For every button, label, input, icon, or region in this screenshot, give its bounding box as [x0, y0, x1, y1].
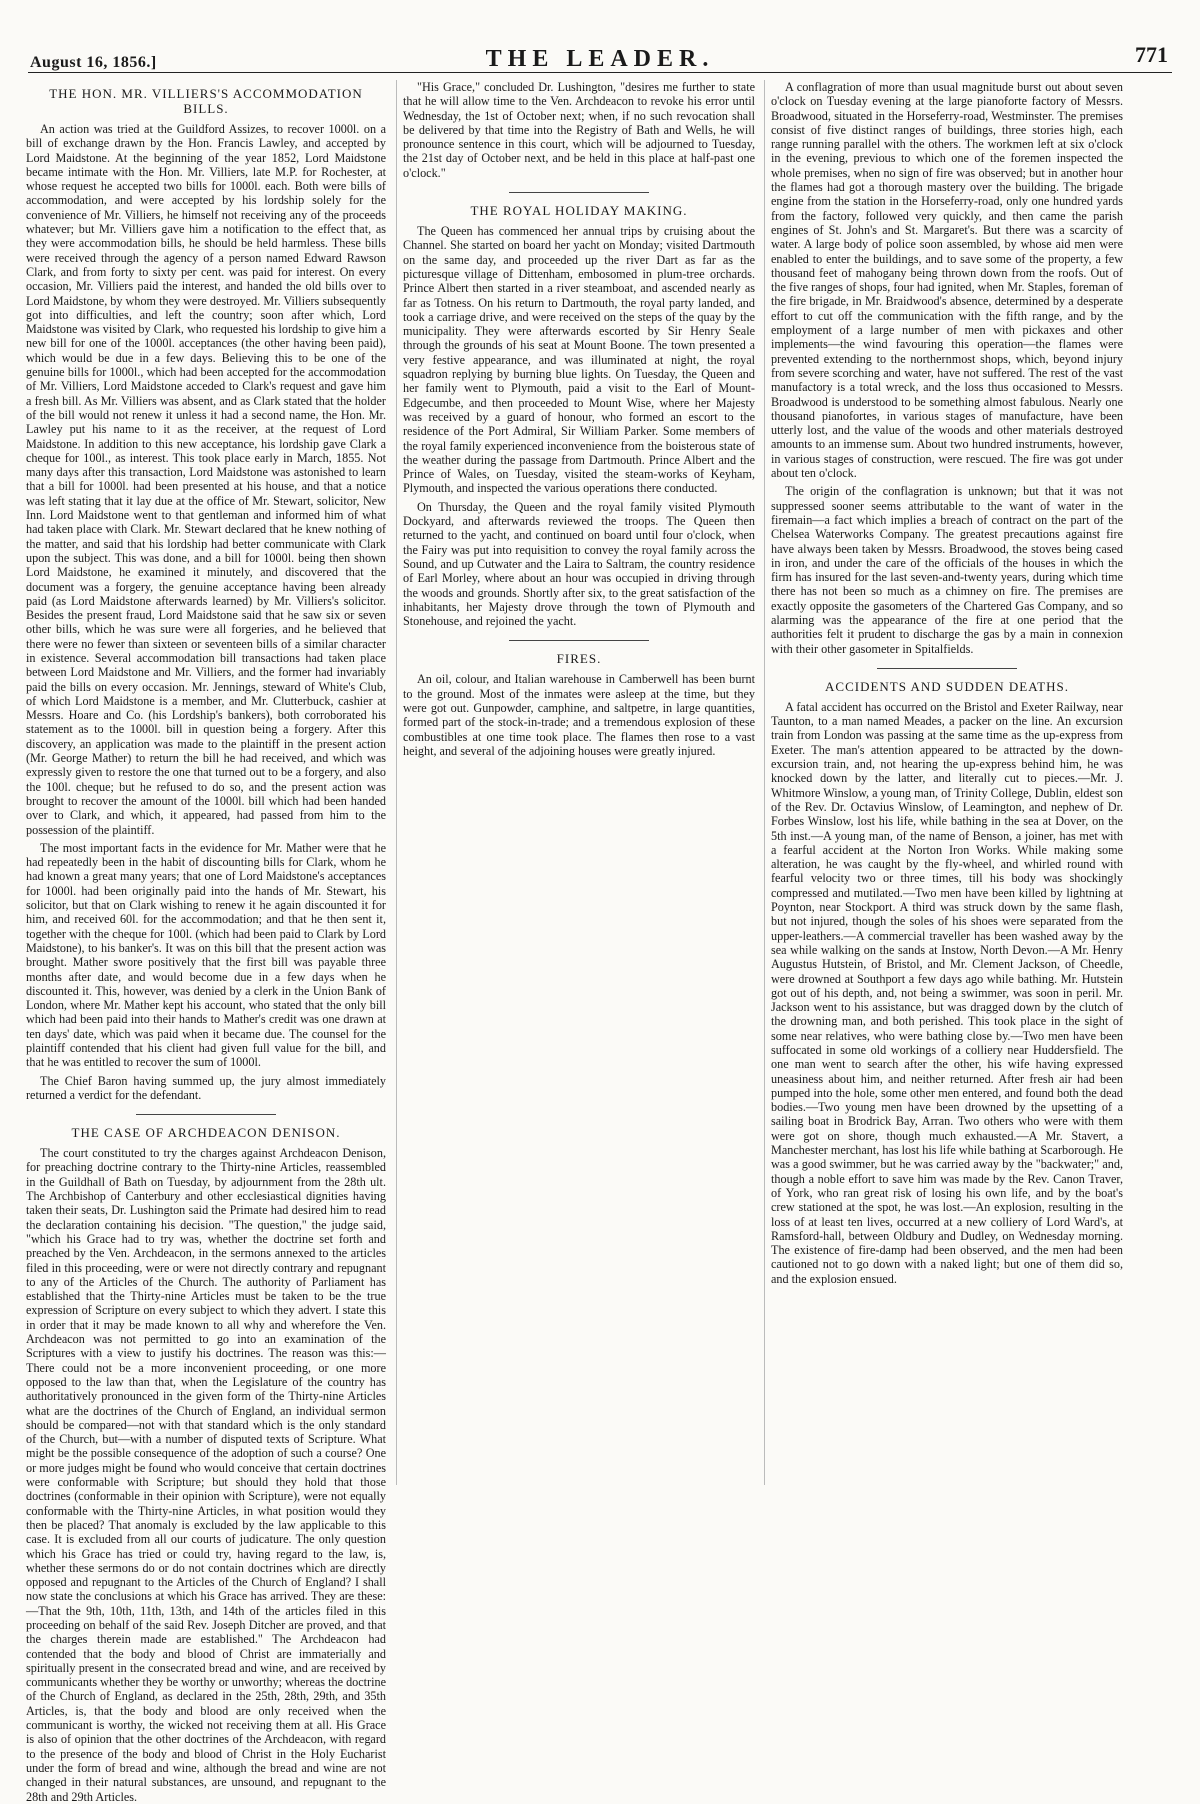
article-paragraph: "His Grace," concluded Dr. Lushington, "desires me further to state that he will allow time to the Ven. Archdeacon to revoke his error until Wednesday, the 1st of October next; when, if no such revocation shall be delivered by that time into the Registry of Bath and Wells, he will pronounce sentence in this court, which will be adjourned to Tuesday, the 21st day of October next, and be held in this place at half-past one o'clock." [403, 80, 755, 180]
section-divider [509, 640, 649, 641]
article-paragraph: The Queen has commenced her annual trips by cruising about the Channel. She started on board her yacht on Monday; visited Dartmouth on the same day, and proceeded up the river Dart as far as the picturesque village of Dittenham, embosomed in plum-tree orchards. Prince Albert then started in a river steamboat, and ascended nearly as far as Totness. On his return to Dartmouth, the royal party landed, and took a carriage drive, and were received on the steps of the quay by the municipality. They were afterwards escorted by Sir Henry Seale through the grounds of his seat at Mount Boone. The town presented a very festive appearance, and was illuminated at night, the royal squadron replying by burning blue lights. On Tuesday, the Queen and her family went to Plymouth, paid a visit to the Earl of Mount-Edgecumbe, and then proceeded to Mount Wise, where her Majesty was received by a guard of honour, who formed an escort to the residence of the Port Admiral, Sir William Parker. Some members of the royal family experienced inconvenience from the boisterous state of the weather during the passage from Dartmouth. Prince Albert and the Prince of Wales, on Tuesday, visited the steam-works of Keyham, Plymouth, and inspected the various operations there conducted. [403, 224, 755, 496]
article-paragraph: An action was tried at the Guildford Assizes, to recover 1000l. on a bill of exchange drawn by the Hon. Francis Lawley, and accepted by Lord Maidstone. At the beginning of the year 1852, Lord Maidstone became intimate with the Hon. Mr. Villiers, late M.P. for Rochester, at whose request he accepted two bills for 1000l. each. Both were bills of accommodation, and were accepted by his lordship solely for the convenience of Mr. Villiers, he himself not receiving any of the proceeds whatever; but Mr. Villiers gave him a notification to the effect that, as they were accommodation bills, he should be held harmless. These bills were received through the agency of a person named Edward Rawson Clark, and from forty to sixty per cent. was paid for interest. On every occasion, Mr. Villiers paid the interest, and handed the old bills over to Lord Maidstone, by whom they were destroyed. Mr. Villiers subsequently got into difficulties, and left the country; soon after which, Lord Maidstone was visited by Clark, who requested his lordship to give him a new bill for one of the 1000l. acceptances (the other having been paid), which would be due in a few days. Believing this to be one of the genuine bills for 1000l., which had been accepted for the accommodation of Mr. Villiers, Lord Maidstone acceded to Clark's request and gave him a fresh bill. As Mr. Villiers was absent, and as Clark stated that the holder of the bill would not renew it unless it had a second name, the Hon. Mr. Lawley put his name to it as the receiver, at the request of Lord Maidstone. In addition to this new acceptance, his lordship gave Clark a cheque for 100l., as interest. This took place early in March, 1855. Not many days after this transaction, Lord Maidstone was astonished to learn that a bill for 1000l. had been presented at his house, and that a notice was left stating that it lay due at the office of Mr. Stewart, solicitor, New Inn. Lord Maidstone went to that gentleman and informed him of what had taken place with Clark. Mr. Stewart declared that he knew nothing of the matter, and said that his lordship had better communicate with Clark upon the subject. This was done, and a bill for 1000l. being then shown Lord Maidstone, he examined it minutely, and discovered that the document was a forgery, the genuine acceptance having been already paid (as Lord Maidstone afterwards learned) by Mr. Villiers's solicitor. Besides the present fraud, Lord Maidstone said that he saw six or seven other bills, which he was sure were all forgeries, and he believed that there were no fewer than sixteen or seventeen bills of a similar character in existence. Several accommodation bill transactions had taken place between Lord Maidstone and Mr. Villiers, and the former had invariably paid the bills on every occasion. Mr. Jennings, steward of White's Club, of which Lord Maidstone is a member, and Mr. Clutterbuck, cashier at Messrs. Hoare and Co. (his Lordship's bankers), both corroborated his statement as to the 1000l. bill in question being a forgery. After this discovery, an application was made to the plaintiff in the present action (Mr. George Mather) to return the bill he had received, and which was expressly given to restore the one that turned out to be a forgery, and also the 100l. cheque; but he refused to do so, and the present action was brought to recover the amount of the 1000l. bill which had been handed over to Clark, and which, it appeared, had passed from him to the possession of the plaintiff. [26, 122, 386, 837]
article-paragraph: The origin of the conflagration is unknown; but that it was not suppressed sooner seems attributable to the want of water in the firemain—a fact which implies a breach of contract on the part of the Chelsea Waterworks Company. The greatest precautions against fire have always been taken by Messrs. Broadwood, the stoves being cased in iron, and under the care of the officials of the houses in which the firm has insured for the last seven-and-twenty years, during which time there has not been so much as a chimney on fire. The premises are exactly opposite the gasometers of the Chartered Gas Company, and so alarming was the appearance of the fire at one period that the authorities felt it prudent to discharge the gas by a main in connexion with their other gasometer in Spitalfields. [771, 484, 1123, 656]
page-number: 771 [1135, 42, 1168, 67]
newspaper-title: THE LEADER. [485, 46, 715, 72]
article-title: THE CASE OF ARCHDEACON DENISON. [71, 1125, 341, 1141]
article-paragraph: A fatal accident has occurred on the Bristol and Exeter Railway, near Taunton, to a man named Meades, a packer on the line. An excursion train from London was passing at the same time as the up-express from Exeter. The man's attention appeared to be attracted by the down-excursion train, and, not hearing the up-express behind him, he was knocked down by the latter, and literally cut to pieces.—Mr. J. Whitmore Winslow, a young man, of Trinity College, Dublin, eldest son of the Rev. Dr. Octavius Winslow, of Leamington, and nephew of Dr. Forbes Winslow, lost his life, while bathing in the sea at Dover, on the 5th inst.—A young man, of the name of Benson, a joiner, has met with a fearful accident at the Norton Iron Works. While making some alteration, he was caught by the fly-wheel, and whirled round with fearful velocity two or three times, till his body was shockingly compressed and mutilated.—Two men have been killed by lightning at Poynton, near Stockport. A third was struck down by the same flash, but not injured, though the soles of his shoes were separated from the upper-leathers.—A commercial traveller has been washed away by the sea while walking on the sands at Instow, North Devon.—A Mr. Henry Augustus Hutstein, of Bristol, and Mr. Clement Jackson, of Cheedle, were drowned at Southport a few days ago while bathing. Mr. Hutstein got out of his depth, and, not being a swimmer, was soon in peril. Mr. Jackson went to his assistance, but was dragged down by the clutch of the drowning man, and both perished. This took place in the sight of some near relatives, who were bathing close by.—Two men have been suffocated in some old workings of a colliery near Huddersfield. The one man went to search after the other, his wife having expressed uneasiness about him, and neither returned. After fresh air had been pumped into the hole, some other men entered, and found both the dead bodies.—Two young men have been drowned by the upsetting of a sailing boat in Brodrick Bay, Arran. Two others who were with them were got on shore, though much exhausted.—A Mr. Stavert, a Manchester merchant, has lost his life while bathing at Scarborough. He was a good swimmer, but he was carried away by the "backwater;" and, though a noble effort to save him was made by the Rev. Canon Traver, of York, who ran great risk of losing his own life, and by the boat's crew stationed at the spot, he was lost.—An explosion, resulting in the loss of at least ten lives, occurred at a new colliery of Lord Ward's, at Ramsford-hall, between Oldbury and Dudley, on Wednesday morning. The existence of fire-damp had been observed, and the men had been cautioned not to go down with a naked light; but one of them did so, and the explosion ensued. [771, 699, 1123, 1286]
article-paragraph: The most important facts in the evidence for Mr. Mather were that he had repeatedly been in the habit of discounting bills for Clark, whom he had known a great many years; that one of Lord Maidstone's acceptances for 1000l. had been originally paid into the hands of Mr. Stewart, his solicitor, but that on Clark wishing to renew it he again discounted it for him, and received 60l. for the accommodation; and that he then sent it, together with the cheque for 100l. (which had been paid to Clark by Lord Maidstone), to his banker's. It was on this bill that the present action was brought. Mather swore positively that the first bill was payable three months after date, and would become due in a few days when he discounted it. This, however, was denied by a clerk in the Union Bank of London, where Mr. Mather kept his account, who stated that the only bill which had been paid into their hands to Mather's credit was one drawn at ten days' date, which was paid when it became due. The counsel for the plaintiff contended that his client had given full value for the bill, and that he was entitled to recover the sum of 1000l. [26, 840, 386, 1070]
article-title: ACCIDENTS AND SUDDEN DEATHS. [825, 678, 1069, 694]
article-paragraph: An oil, colour, and Italian warehouse in Camberwell has been burnt to the ground. Most of the inmates were asleep at the time, but they were got out. Gunpowder, camphine, and saltpetre, in large quantities, formed part of the stock-in-trade; and a tremendous explosion of these combustibles at one time took place. The flames then rose to a vast height, and several of the adjoining houses were greatly injured. [403, 672, 755, 758]
article-paragraph: On Thursday, the Queen and the royal family visited Plymouth Dockyard, and afterwards reviewed the troops. The Queen then returned to the yacht, and continued on board until four o'clock, when the Fairy was put into requisition to convey the royal family across the Sound, and up Cutwater and the Laira to Saltram, the country residence of Earl Morley, where about an hour was occupied in driving through the woods and grounds. Shortly after six, to the great satisfaction of the inhabitants, her Majesty drove through the town of Plymouth and Stonehouse, and rejoined the yacht. [403, 499, 755, 629]
issue-date: August 16, 1856.] [30, 54, 157, 71]
article-paragraph: A conflagration of more than usual magnitude burst out about seven o'clock on Tuesday evening at the large pianoforte factory of Messrs. Broadwood, situated in the Horseferry-road, Westminster. The premises consist of five distinct ranges of buildings, three stories high, each range running parallel with the others. The workmen left at six o'clock in the evening, previous to which one of the foremen inspected the whole premises, when no sign of fire was observed; but in another hour the flames had got a thorough mastery over the building. The brigade engine from the station in the Horseferry-road, only one hundred yards from the factory, followed very quickly, and then came the parish engines of St. John's and St. Margaret's. But there was a scarcity of water. A large body of police soon assembled, by whose aid men were enabled to enter the buildings, and to save some of the property, a few thousand feet of mahogany being thrown down from the roofs. Out of the five ranges of shops, four had ignited, when Mr. Staples, foreman of the fire brigade, in Mr. Braidwood's absence, determined by a desperate effort to cut off the communication with the fifth range, and by the employment of a large number of men with pickaxes and other implements—the wind favouring this operation—the flames were prevented extending to the northernmost shops, which, beyond injury from severe scorching and water, have not suffered. The rest of the vast manufactory is a total wreck, and the loss thus occasioned to Messrs. Broadwood is understood to be something almost fabulous. Nearly one thousand pianofortes, in various stages of manufacture, have been utterly lost, and the value of the woods and other materials destroyed amounts to an immense sum. About two hundred instruments, however, in various stages of construction, were rescued. The fire was got under about ten o'clock. [771, 80, 1123, 481]
column-1 [26, 80, 386, 1804]
section-divider [509, 192, 649, 193]
column-3 [764, 80, 1123, 1485]
column-2 [396, 80, 755, 1485]
article-paragraph: The Chief Baron having summed up, the jury almost immediately returned a verdict for the defendant. [26, 1073, 386, 1102]
article-paragraph: The court constituted to try the charges against Archdeacon Denison, for preaching doctrine contrary to the Thirty-nine Articles, reassembled in the Guildhall of Bath on Tuesday, by adjournment from the 28th ult. The Archbishop of Canterbury and other ecclesiastical dignities having taken their seats, Dr. Lushington said the Primate had desired him to read the declaration containing his decision. "The question," the judge said, "which his Grace had to try was, whether the doctrine set forth and preached by the Ven. Archdeacon, in the sermons annexed to the articles filed in this proceeding, were or were not directly contrary and repugnant to any of the Articles of the Church. The authority of Parliament has established that the Thirty-nine Articles must be taken to be the true expression of Scripture on every subject to which they advert. I state this in order that it may be made known to all why and wherefore the Ven. Archdeacon was not permitted to go into an examination of the Scriptures with a view to justify his doctrines. The reason was this:—There could not be a more inconvenient proceeding, or one more opposed to the law than that, when the Legislature of the country has authoritatively pronounced in the given form of the Thirty-nine Articles what are the doctrines of the Church of England, an individual sermon should be compared—not with that standard which is the only standard of the Church, but—with a number of disputed texts of Scripture. What might be the possible consequence of the adoption of such a course? One or more judges might be found who would conceive that certain doctrines were conformable with Scripture; but should they hold that those doctrines (conformable in their opinion with Scripture), were not equally conformable with the Thirty-nine Articles, in what position would they then be placed? That anomaly is excluded by the law applicable to this case. It is excluded from all our courts of judicature. The only question which his Grace has tried or could try, having regard to the law, is, whether these sermons do or do not contain doctrines which are directly opposed and repugnant to the Articles of the Church of England? I shall now state the conclusions at which his Grace has arrived. They are these:—That the 9th, 10th, 11th, 13th, and 14th of the articles filed in this proceeding on behalf of the said Rev. Joseph Ditcher are proved, and that the charges therein made are established." The Archdeacon had contended that the body and blood of Christ are immaterially and spiritually present in the consecrated bread and wine, and are received by communicants whether they be worthy or unworthy; whereas the doctrine of the Church of England, as declared in the 25th, 28th, 29th, and 35th Articles, is, that the body and blood are only received when the communicant is worthy, the wicked not receiving them at all. His Grace is also of opinion that the other doctrines of the Archdeacon, with regard to the presence of the body and blood of Christ in the Holy Eucharist under the form of bread and wine, although the bread and wine are not changed in their natural substances, are unsound, and repugnant to the 28th and 29th Articles. [26, 1146, 386, 1804]
article-title: THE ROYAL HOLIDAY MAKING. [470, 203, 688, 219]
section-divider [877, 668, 1017, 669]
section-divider [136, 1114, 276, 1115]
masthead [28, 40, 1172, 73]
article-title: THE HON. MR. VILLIERS'S ACCOMMODATION BILLS. [49, 86, 363, 116]
article-title: FIRES. [556, 651, 602, 667]
